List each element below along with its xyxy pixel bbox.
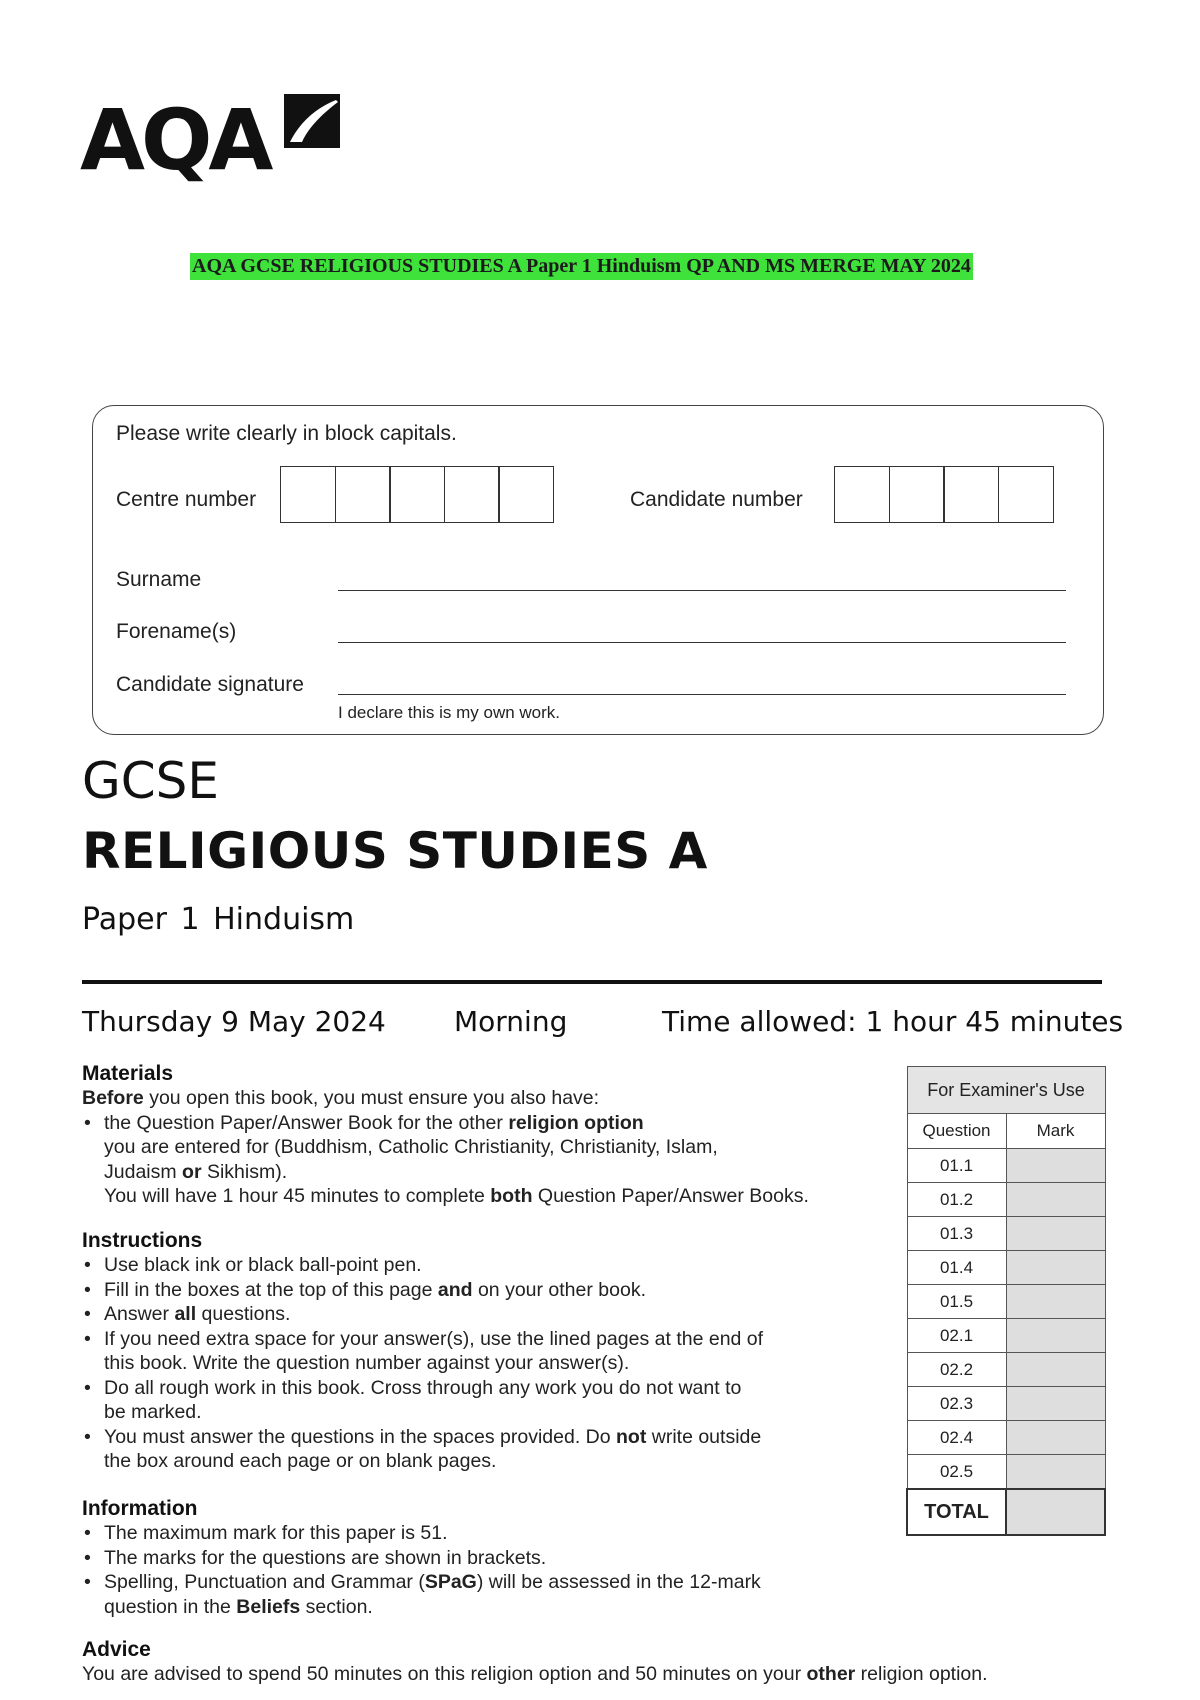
highlighted-document-title: AQA GCSE RELIGIOUS STUDIES A Paper 1 Hinduism QP AND MS MERGE MAY 2024 bbox=[190, 253, 973, 280]
signature-label: Candidate signature bbox=[116, 673, 304, 696]
exam-date: Thursday 9 May 2024 bbox=[82, 1005, 386, 1038]
table-row bbox=[907, 1183, 1105, 1217]
question-number-cell: 01.4 bbox=[907, 1251, 1006, 1285]
information-heading: Information bbox=[82, 1497, 198, 1520]
table-row bbox=[907, 1455, 1105, 1490]
table-row bbox=[907, 1149, 1105, 1183]
mark-cell[interactable] bbox=[1006, 1319, 1105, 1353]
subject-title: RELIGIOUS STUDIES A bbox=[82, 822, 708, 880]
materials-section bbox=[82, 1061, 882, 1209]
instructions-section bbox=[82, 1228, 882, 1474]
list-item: • the Question Paper/Answer Book for the other religion option you are entered for (Buddhism, Catholic Christianity, Christianity, Islam, Judaism or Sikhism). You will have 1 hour 45 minutes to complete both Question Paper/Answer Books. bbox=[82, 1111, 882, 1209]
list-item: • Spelling, Punctuation and Grammar (SPaG) will be assessed in the 12-mark question in the Beliefs section. bbox=[82, 1570, 882, 1619]
question-number-cell: 01.1 bbox=[907, 1149, 1006, 1183]
aqa-logo bbox=[80, 88, 350, 189]
instructions-heading: Instructions bbox=[82, 1229, 203, 1252]
advice-heading: Advice bbox=[82, 1638, 151, 1661]
list-item: • Fill in the boxes at the top of this page and on your other book. bbox=[82, 1278, 882, 1303]
table-row bbox=[907, 1421, 1105, 1455]
question-number-cell: 01.3 bbox=[907, 1217, 1006, 1251]
question-number-cell: 02.5 bbox=[907, 1455, 1006, 1490]
candidate-digit-box[interactable] bbox=[998, 466, 1054, 523]
question-column-header: Question bbox=[907, 1114, 1006, 1149]
surname-field[interactable] bbox=[338, 590, 1066, 591]
signature-field[interactable] bbox=[338, 694, 1066, 695]
list-item: • Answer all questions. bbox=[82, 1302, 882, 1327]
table-row bbox=[907, 1285, 1105, 1319]
table-row bbox=[907, 1387, 1105, 1421]
centre-digit-box[interactable] bbox=[335, 466, 391, 523]
exam-session: Morning bbox=[454, 1005, 568, 1038]
paper-title: Paper 1 Hinduism bbox=[82, 902, 355, 937]
centre-number-label: Centre number bbox=[116, 488, 257, 511]
table-row bbox=[907, 1319, 1105, 1353]
question-number-cell: 01.5 bbox=[907, 1285, 1006, 1319]
block-capitals-instruction: Please write clearly in block capitals. bbox=[116, 422, 457, 445]
mark-cell[interactable] bbox=[1006, 1421, 1105, 1455]
table-row bbox=[907, 1251, 1105, 1285]
examiner-use-table bbox=[906, 1066, 1106, 1536]
forename-field[interactable] bbox=[338, 642, 1066, 643]
total-label: TOTAL bbox=[907, 1489, 1006, 1535]
table-row bbox=[907, 1353, 1105, 1387]
list-item: • You must answer the questions in the spaces provided. Do not write outside the box around each page or on blank pages. bbox=[82, 1425, 882, 1474]
list-item: • If you need extra space for your answer(s), use the lined pages at the end of this book. Write the question number against your answer(s). bbox=[82, 1327, 882, 1376]
advice-text: You are advised to spend 50 minutes on this religion option and 50 minutes on your other religion option. bbox=[82, 1663, 988, 1685]
list-item: • Do all rough work in this book. Cross through any work you do not want to be marked. bbox=[82, 1376, 882, 1425]
question-number-cell: 02.3 bbox=[907, 1387, 1006, 1421]
question-number-cell: 02.4 bbox=[907, 1421, 1006, 1455]
candidate-number-boxes[interactable] bbox=[834, 466, 1054, 523]
question-number-cell: 01.2 bbox=[907, 1183, 1006, 1217]
centre-digit-box[interactable] bbox=[498, 466, 554, 523]
mark-column-header: Mark bbox=[1006, 1114, 1105, 1149]
list-item: • The maximum mark for this paper is 51. bbox=[82, 1521, 882, 1546]
logo-text: AQA bbox=[80, 91, 270, 189]
materials-list bbox=[82, 1111, 882, 1209]
materials-heading: Materials bbox=[82, 1062, 174, 1085]
mark-cell[interactable] bbox=[1006, 1387, 1105, 1421]
list-item: • The marks for the questions are shown in brackets. bbox=[82, 1546, 882, 1571]
candidate-digit-box[interactable] bbox=[834, 466, 890, 523]
title-divider bbox=[82, 980, 1102, 984]
examiner-table-heading: For Examiner's Use bbox=[907, 1067, 1105, 1114]
table-row bbox=[907, 1217, 1105, 1251]
centre-digit-box[interactable] bbox=[280, 466, 336, 523]
centre-digit-box[interactable] bbox=[389, 466, 445, 523]
mark-cell[interactable] bbox=[1006, 1149, 1105, 1183]
mark-cell[interactable] bbox=[1006, 1217, 1105, 1251]
information-section bbox=[82, 1496, 882, 1619]
mark-cell[interactable] bbox=[1006, 1455, 1105, 1490]
candidate-digit-box[interactable] bbox=[889, 466, 945, 523]
candidate-digit-box[interactable] bbox=[943, 466, 999, 523]
instructions-list bbox=[82, 1253, 882, 1474]
declaration-text: I declare this is my own work. bbox=[338, 703, 561, 722]
qualification-title: GCSE bbox=[82, 752, 219, 810]
mark-cell[interactable] bbox=[1006, 1251, 1105, 1285]
mark-cell[interactable] bbox=[1006, 1183, 1105, 1217]
materials-intro: Before you open this book, you must ensure you also have: bbox=[82, 1087, 600, 1109]
total-row bbox=[907, 1489, 1105, 1535]
question-number-cell: 02.1 bbox=[907, 1319, 1006, 1353]
aqa-leaf-logo-icon bbox=[282, 92, 342, 152]
mark-cell[interactable] bbox=[1006, 1353, 1105, 1387]
time-allowed: Time allowed: 1 hour 45 minutes bbox=[662, 1005, 1124, 1038]
mark-cell[interactable] bbox=[1006, 1285, 1105, 1319]
list-item: • Use black ink or black ball-point pen. bbox=[82, 1253, 882, 1278]
information-list bbox=[82, 1521, 882, 1619]
advice-section bbox=[82, 1637, 1122, 1687]
centre-digit-box[interactable] bbox=[444, 466, 500, 523]
forename-label: Forename(s) bbox=[116, 620, 237, 643]
total-mark-cell[interactable] bbox=[1006, 1489, 1105, 1535]
question-number-cell: 02.2 bbox=[907, 1353, 1006, 1387]
centre-number-boxes[interactable] bbox=[280, 466, 554, 523]
candidate-number-label: Candidate number bbox=[630, 488, 803, 511]
surname-label: Surname bbox=[116, 568, 202, 591]
